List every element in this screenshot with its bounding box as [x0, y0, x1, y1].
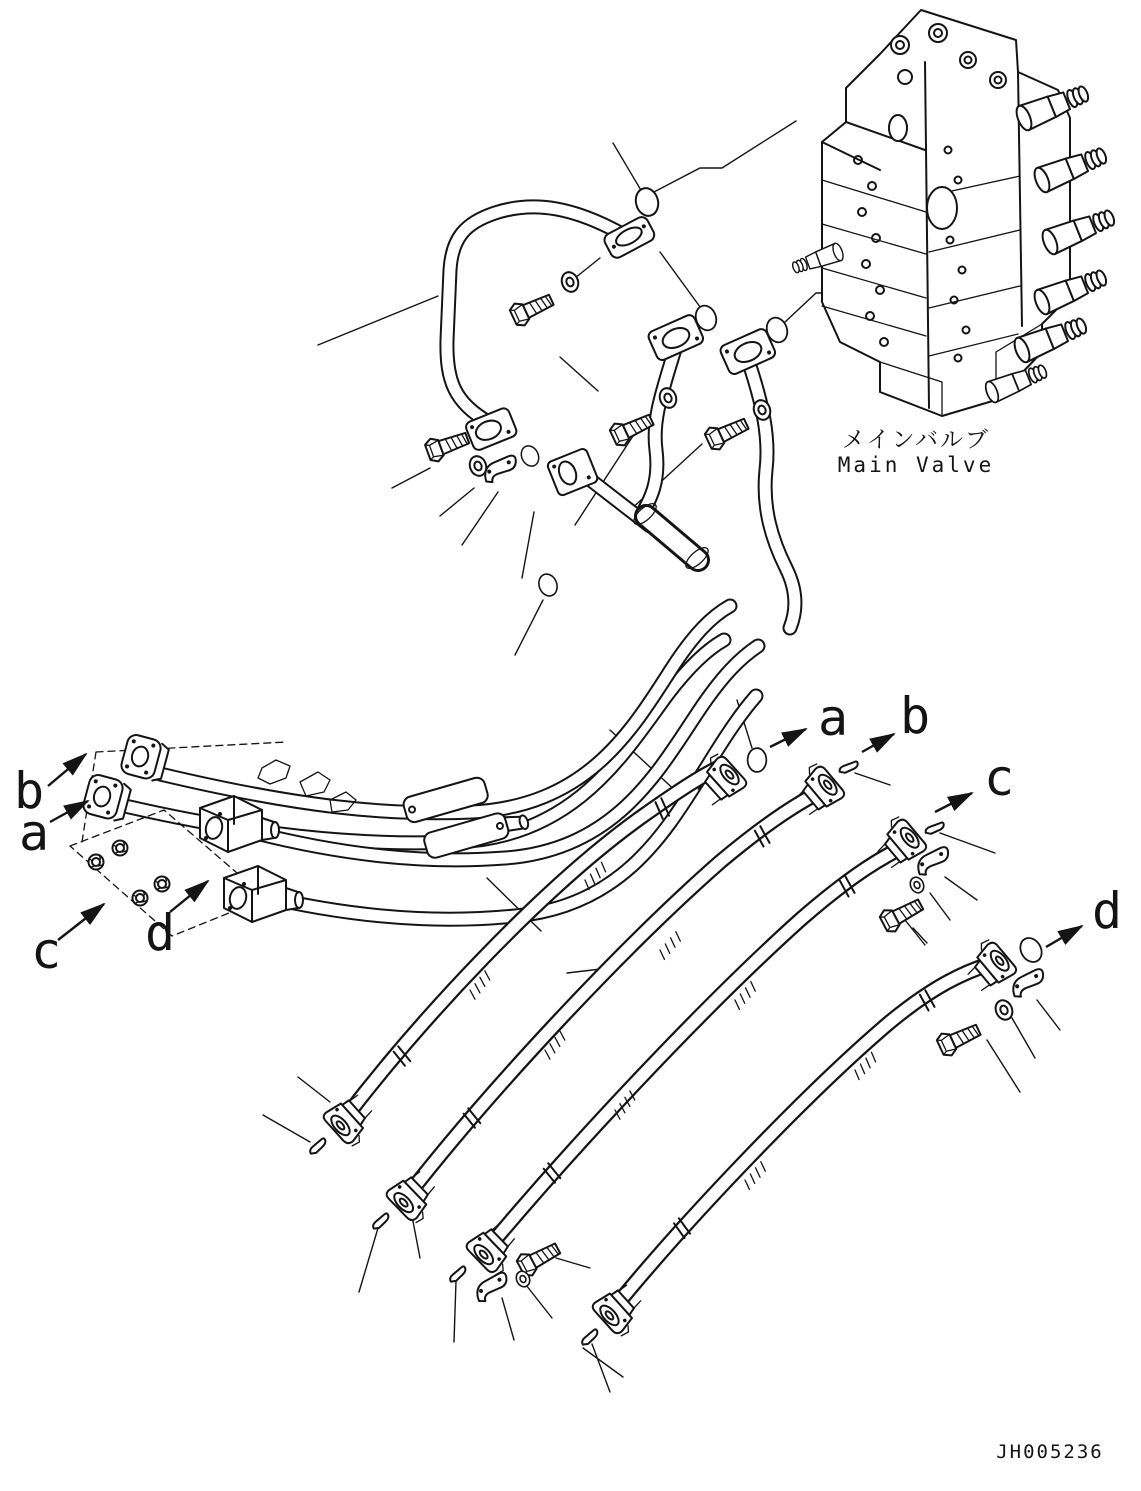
- elbow-pipe: [447, 207, 657, 452]
- callout-arrow-left-b: [48, 754, 86, 786]
- plate-bolt: [155, 877, 170, 892]
- callout-left-c: c: [30, 922, 62, 980]
- flange-bolt: [424, 427, 472, 464]
- callout-arrow-left-c: [58, 904, 104, 940]
- seal-sliver: [447, 1266, 468, 1284]
- flange-bolt: [703, 413, 751, 453]
- callout-left-d: d: [144, 904, 176, 962]
- seal-sliver: [838, 761, 859, 773]
- o-ring: [748, 748, 767, 772]
- port-block-d: [224, 866, 303, 922]
- callout-arrow-left-d: [170, 881, 208, 912]
- callout-arrow-right-c: [935, 793, 972, 812]
- seal-sliver: [370, 1213, 391, 1231]
- seal-sliver: [579, 1329, 600, 1347]
- seal-sliver: [924, 822, 945, 834]
- o-ring: [536, 571, 560, 598]
- callout-arrow-right-d: [1046, 926, 1082, 947]
- port-block-c: [200, 796, 279, 852]
- o-ring: [518, 443, 542, 469]
- callout-left-b: b: [13, 762, 45, 820]
- callout-arrow-left-a: [50, 801, 88, 822]
- flange-bolt: [508, 289, 556, 329]
- hose-end-fitting: [385, 1166, 445, 1226]
- manifold-hardware: [258, 760, 290, 784]
- pipe-bundle: [108, 606, 758, 919]
- main-valve-illustration: [790, 10, 1118, 416]
- flange-bolt: [935, 1019, 983, 1059]
- hose-4: [591, 936, 1018, 1339]
- callout-right-a: a: [818, 689, 849, 747]
- callout-left-a: a: [18, 804, 50, 862]
- callout-right-d: d: [1092, 882, 1123, 940]
- callout-right-c: c: [984, 749, 1015, 807]
- clamp-half: [473, 1272, 512, 1303]
- main-valve-label-jp: メインバルブ: [842, 427, 990, 453]
- main-valve-label-en: Main Valve: [837, 453, 995, 477]
- tee-fitting: [546, 447, 711, 571]
- o-ring: [1016, 934, 1046, 966]
- drawing-code: JH005236: [996, 1441, 1104, 1463]
- seal-sliver: [307, 1138, 328, 1156]
- flange-bolt: [878, 894, 926, 935]
- callout-arrow-right-a: [770, 729, 806, 747]
- callout-arrow-right-b: [862, 734, 894, 752]
- clamp-half: [482, 455, 519, 484]
- plate-bolt: [89, 855, 104, 870]
- flange-port-b: [119, 733, 170, 783]
- plate-bolt: [113, 841, 128, 856]
- center-pipes: [546, 313, 795, 628]
- washer: [559, 270, 581, 294]
- flange-port-a: [81, 773, 132, 823]
- callout-right-b: b: [900, 687, 931, 745]
- washer: [908, 875, 926, 895]
